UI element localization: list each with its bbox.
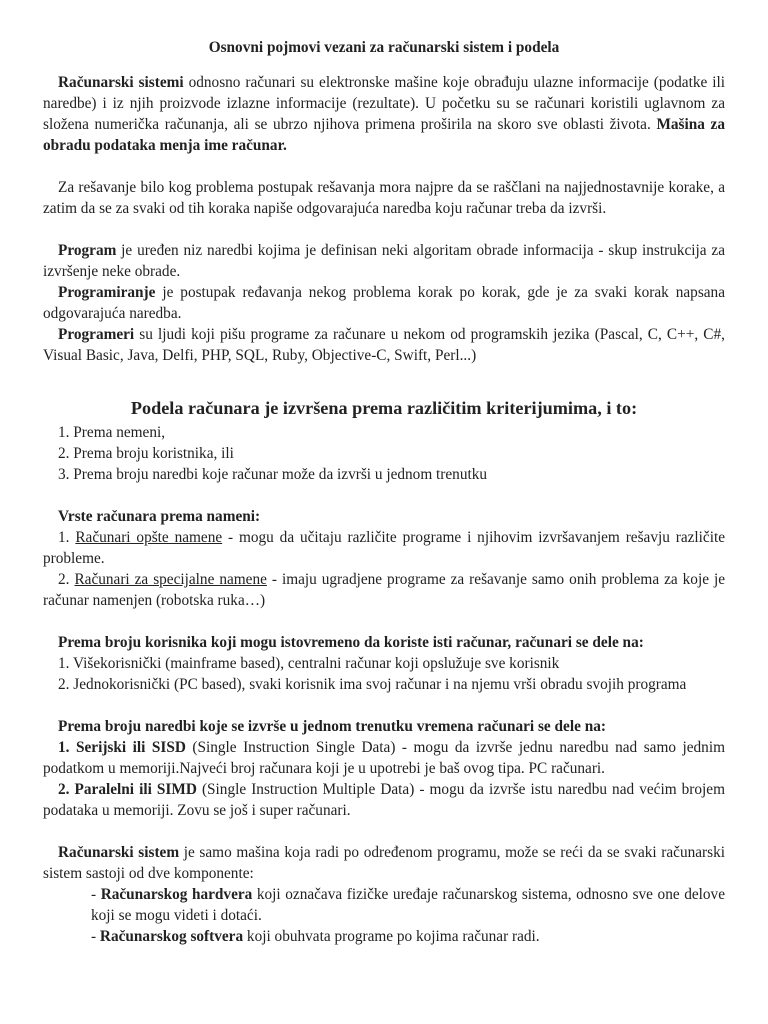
- sistem-item: [43, 926, 725, 947]
- podela-item: 2. Prema broju koristnika, ili: [58, 445, 234, 462]
- definition-programeri: [43, 324, 725, 366]
- podela-heading: Podela računara je izvršena prema različitim kriterijumima, i to:: [130, 398, 638, 418]
- naredbe-term: 1. Serijski ili SISD: [58, 739, 186, 756]
- item-dash: -: [91, 928, 100, 945]
- definition-program: [43, 240, 725, 282]
- definition-text: su ljudi koji pišu programe za računare u nekom od programskih jezika (Pascal, C, C++, C#, Visual Basic, Java, Delfi, PHP, SQL, Ruby, Objective-C, Swift, Perl...): [43, 326, 725, 364]
- sistem-item: [43, 884, 725, 926]
- sistem-item-text: koji označava fizičke uređaje računarskog sistema, odnosno sve one delove koji se mogu videti i dotaći.: [91, 886, 725, 924]
- namena-heading: [43, 506, 725, 527]
- namena-heading-text: Vrste računara prema nameni:: [58, 508, 261, 525]
- namena-term: Računari za specijalne namene: [74, 571, 267, 588]
- sistem-item-term: Računarskog softvera: [99, 928, 244, 945]
- korisnici-heading-text: Prema broju korisnika koji mogu istovremeno da koriste isti računar, računari se dele na:: [58, 634, 644, 651]
- naredbe-item: [43, 779, 725, 821]
- definition-text: je uređen niz naredbi kojima je definisan neki algoritam obrade informacija - skup instrukcija za izvršenje neke obrade.: [43, 242, 725, 280]
- sistem-paragraph: [43, 842, 725, 884]
- definition-programiranje: [43, 282, 725, 324]
- namena-item: [43, 569, 725, 611]
- intro-bold-end: Mašina za obradu podataka menja ime računar.: [43, 116, 725, 154]
- naredbe-heading: [43, 716, 725, 737]
- naredbe-text: (Single Instruction Single Data) - mogu da izvrše jednu naredbu nad samo jednim podatkom u memoriji.Najveći broj računara koji je u upotrebi je baš ovog tipa. PC računari.: [43, 739, 725, 777]
- definition-term: Program: [58, 242, 117, 259]
- sistem-term: Računarski sistem: [58, 844, 180, 861]
- sistem-text: je samo mašina koja radi po određenom programu, može se reći da se svaki računarski sistem sastoji od dve komponente:: [43, 844, 725, 882]
- naredbe-item: [43, 737, 725, 779]
- sistem-item-text: koji obuhvata programe po kojima računar radi.: [243, 928, 540, 945]
- sistem-item-term: Računarskog hardvera: [100, 886, 253, 903]
- definition-term: Programeri: [58, 326, 135, 343]
- intro-paragraph: [43, 72, 725, 156]
- intro-term: Računarski sistemi: [58, 74, 184, 91]
- naredbe-text: (Single Instruction Multiple Data) - mogu da izvrše istu naredbu nad većim brojem podataka u memoriji. Zovu se još i super računari.: [43, 781, 725, 819]
- korisnici-heading: [43, 632, 725, 653]
- problem-paragraph: Za rešavanje bilo kog problema postupak rešavanja mora najpre da se raščlani na najjednostavnije korake, a zatim da se za svaki od tih koraka napiše odgovarajuća naredba koju računar treba da izvrši.: [43, 179, 725, 217]
- document-title: Osnovni pojmovi vezani za računarski sistem i podela: [208, 39, 560, 56]
- namena-text: - imaju ugradjene programe za rešavanje samo onih problema za koje je računar namenjen (robotska ruka…): [43, 571, 725, 609]
- naredbe-heading-text: Prema broju naredbi koje se izvrše u jednom trenutku vremena računari se dele na:: [58, 718, 606, 735]
- item-number: 2.: [58, 571, 75, 588]
- definition-text: je postupak ređavanja nekog problema korak po korak, gde je za svaki korak napsana odgovarajuća naredba.: [43, 284, 725, 322]
- naredbe-term: 2. Paralelni ili SIMD: [58, 781, 197, 798]
- definition-term: Programiranje: [58, 284, 156, 301]
- podela-item: 1. Prema nemeni,: [58, 424, 166, 441]
- item-number: 1.: [58, 529, 76, 546]
- namena-item: [43, 527, 725, 569]
- korisnici-item: 2. Jednokorisnički (PC based), svaki korisnik ima svoj računar i na njemu vrši obradu svojih programa: [58, 676, 687, 693]
- namena-text: - mogu da učitaju različite programe i njihovim izvršavanjem rešavju različite probleme.: [43, 529, 725, 567]
- intro-text: odnosno računari su elektronske mašine koje obrađuju ulazne informacije (podatke ili naredbe) i iz njih proizvode izlazne informacije (rezultate). U početku su se računari koristili uglavnom za složena numerička računanja, ali se ubrzo njihova primena proširila na skoro sve oblasti života.: [43, 74, 725, 133]
- korisnici-item: 1. Višekorisnički (mainframe based), centralni računar koji opslužuje sve korisnik: [58, 655, 560, 672]
- namena-term: Računari opšte namene: [75, 529, 223, 546]
- item-dash: -: [91, 886, 101, 903]
- podela-item: 3. Prema broju naredbi koje računar može da izvrši u jednom trenutku: [58, 466, 488, 483]
